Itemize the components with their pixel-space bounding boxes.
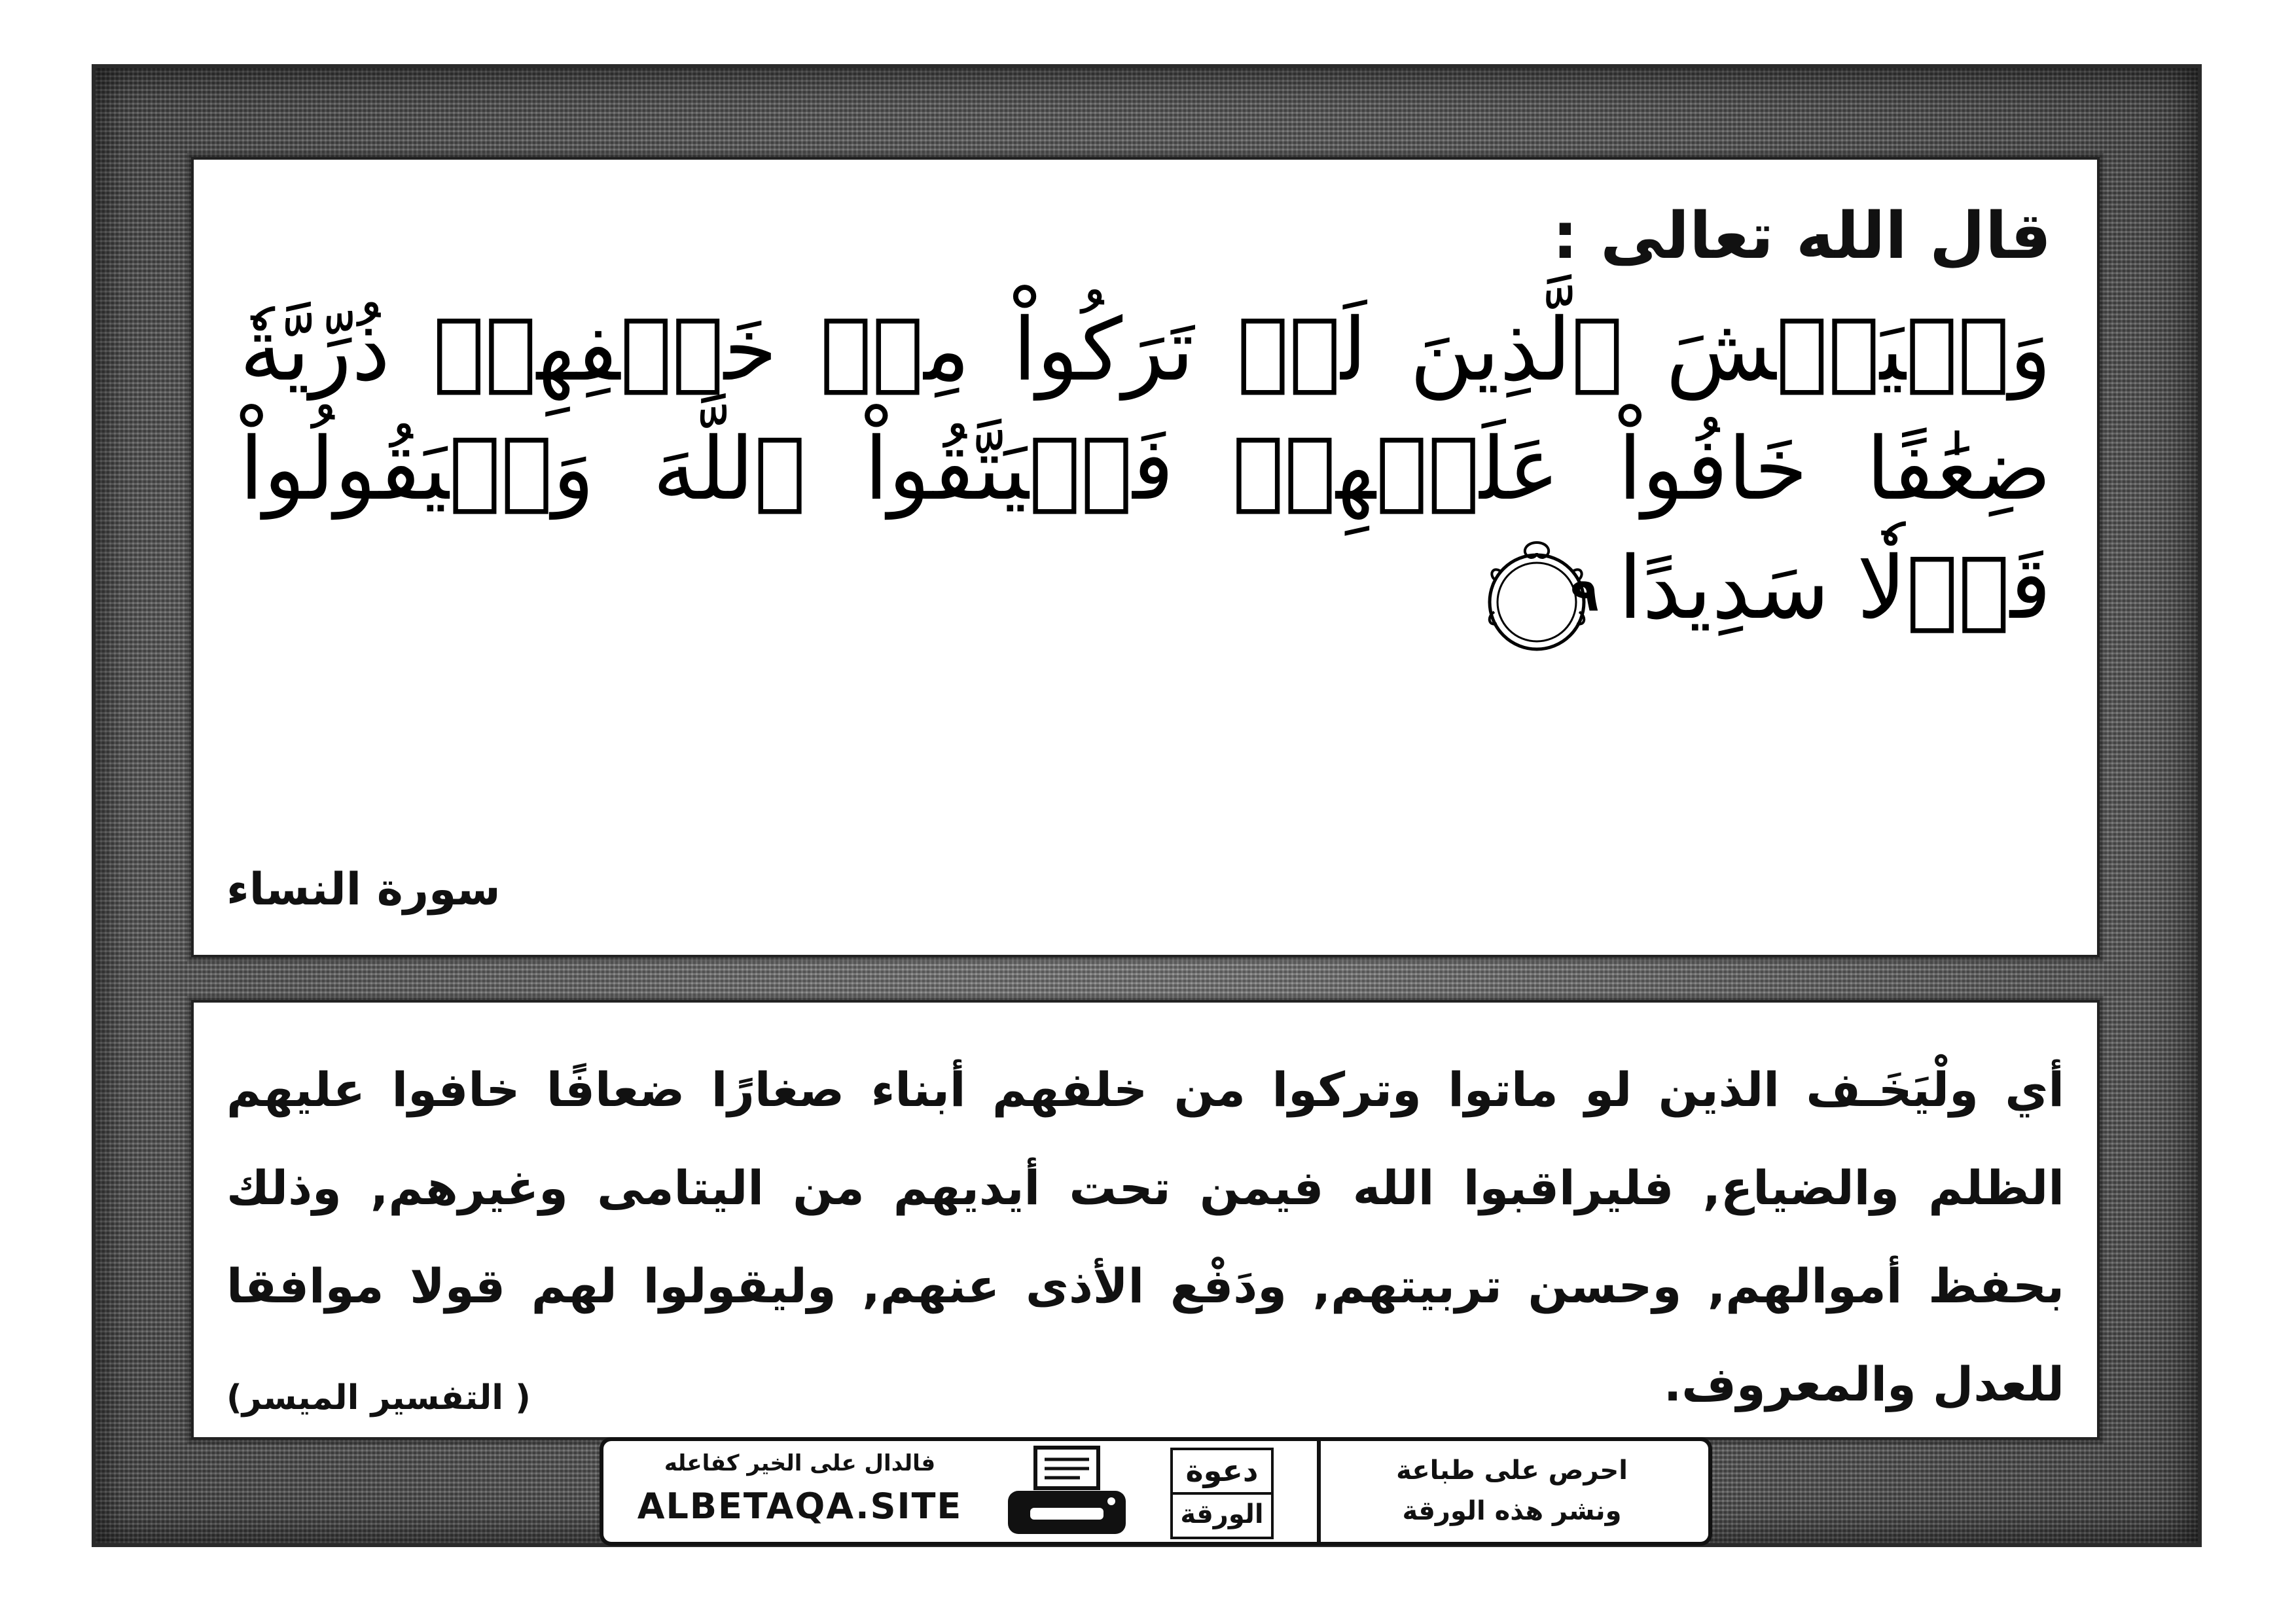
printer-icon (1001, 1445, 1132, 1539)
footer-slogan: فالدال على الخير كفاعله (664, 1450, 936, 1476)
tafsir-panel (191, 1000, 2100, 1440)
logo-line-2: الورقة (1180, 1499, 1264, 1529)
footer-cta-block (1316, 1441, 1708, 1542)
logo-line-1: دعوة (1185, 1453, 1259, 1488)
surah-name: سورة النساء (226, 864, 501, 916)
tafsir-text: أي ولْيَخَـف الذين لو ماتوا وتركوا من خلفهم أبناء صغارًا ضعافًا خافوا عليهم الظلم والضياع, فليراقبوا الله فيمن تحت أيديهم من اليتامى وغيرهم, وذلك بحفظ أموالهم, وحسن تربيتهم, ودَفْع الأذى عنهم, وليقولوا لهم قولا موافقا للعدل والمعروف. (226, 1062, 2064, 1412)
site-link[interactable]: ALBETAQA.SITE (637, 1486, 963, 1527)
verse-panel (191, 157, 2100, 957)
ayah-marker-icon (1475, 533, 1599, 658)
verse-line-2: ضِعَٰفًا خَافُواْ عَلَيۡهِمۡ فَلۡيَتَّقُواْ ٱللَّهَ وَلۡيَقُولُواْ (240, 419, 2051, 520)
verse-line-3 (240, 529, 2051, 658)
ayah-number: ٩ (1570, 567, 1599, 622)
footer-cta-line-2: ونشر هذه الورقة (1402, 1496, 1622, 1526)
verse-line-1: وَلۡيَخۡشَ ٱلَّذِينَ لَوۡ تَرَكُواْ مِنۡ خَلۡفِهِمۡ ذُرِّيَّةٗ (240, 300, 2051, 401)
footer-site-block (603, 1441, 996, 1542)
verse-text (240, 291, 2051, 658)
verse-intro: قال الله تعالى : (1552, 199, 2051, 274)
tafsir-source: ( التفسير الميسر) (226, 1378, 531, 1418)
footer-bar (600, 1437, 1712, 1546)
footer-cta-line-1: احرص على طباعة (1396, 1455, 1628, 1486)
verse-line-3-text: قَوۡلٗا سَدِيدًا (1618, 538, 2051, 639)
dawah-logo (1166, 1445, 1278, 1542)
